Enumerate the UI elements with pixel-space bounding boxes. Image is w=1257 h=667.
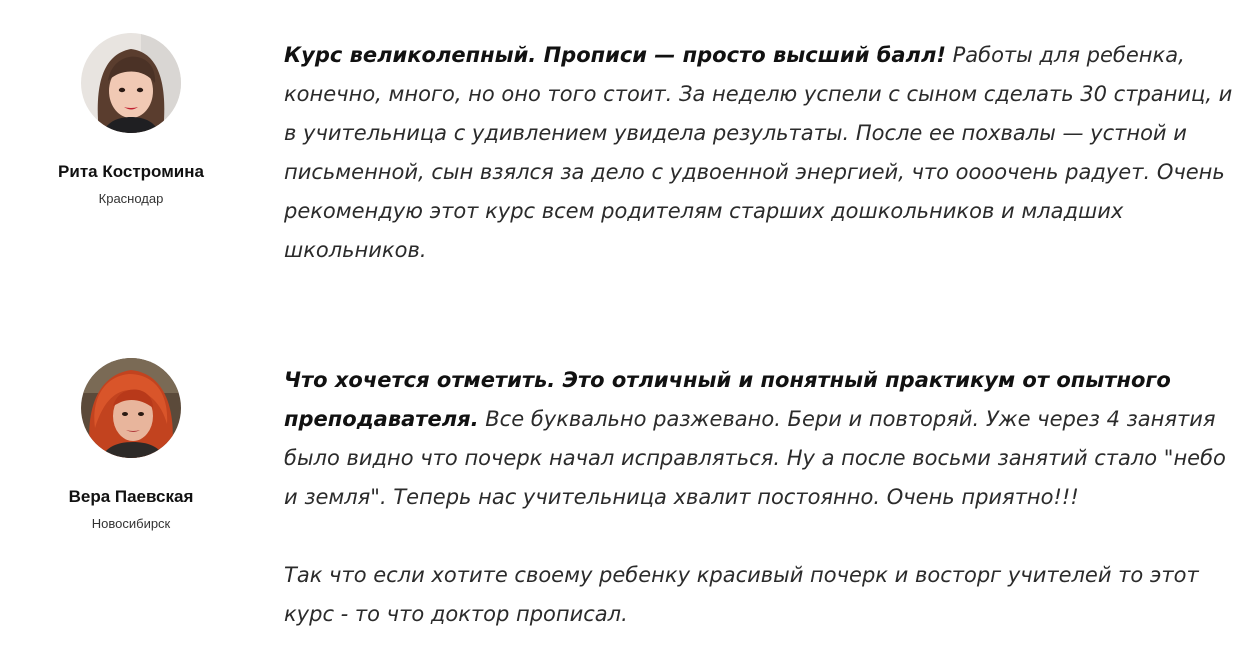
author-name: Вера Паевская bbox=[68, 487, 194, 506]
review-body: Работы для ребенка, конечно, много, но оно того стоит. За неделю успели с сыном сделать 30 страниц, и в учительница с удивлением увидела результаты. После ее похвалы — устной и письменной, сын взялся за дело с удвоенной энергией, что оооочень радует. Очень рекомендую этот курс всем родителям старших дошкольников и младших школьников. bbox=[284, 43, 1233, 262]
review-highlight: Что хочется отметить. Это отличный и понятный практикум от опытного преподавателя. bbox=[284, 368, 1171, 431]
review-author bbox=[52, 33, 210, 207]
author-name: Рита Костромина bbox=[58, 162, 204, 181]
avatar bbox=[81, 33, 181, 133]
review-text bbox=[284, 361, 1244, 634]
review-paragraph bbox=[284, 361, 1244, 517]
review-author bbox=[52, 358, 210, 532]
avatar bbox=[81, 358, 181, 458]
author-city: Краснодар bbox=[98, 191, 164, 206]
review-highlight: Курс великолепный. Прописи — просто высший балл! bbox=[284, 43, 946, 67]
author-city: Новосибирск bbox=[91, 516, 171, 531]
review-paragraph bbox=[284, 36, 1244, 270]
avatar-woman-red-hair-icon bbox=[81, 358, 181, 458]
avatar-woman-dark-hair-icon bbox=[81, 33, 181, 133]
review-body: Все буквально разжевано. Бери и повторяй. Уже через 4 занятия было видно что почерк начал исправляться. Ну а после восьми занятий стало "небо и земля". Теперь нас учительница хвалит постоянно. Очень приятно!!! bbox=[284, 407, 1226, 509]
review-paragraph: Так что если хотите своему ребенку красивый почерк и восторг учителей то этот курс - то что доктор прописал. bbox=[284, 563, 1199, 626]
review-text bbox=[284, 36, 1244, 270]
